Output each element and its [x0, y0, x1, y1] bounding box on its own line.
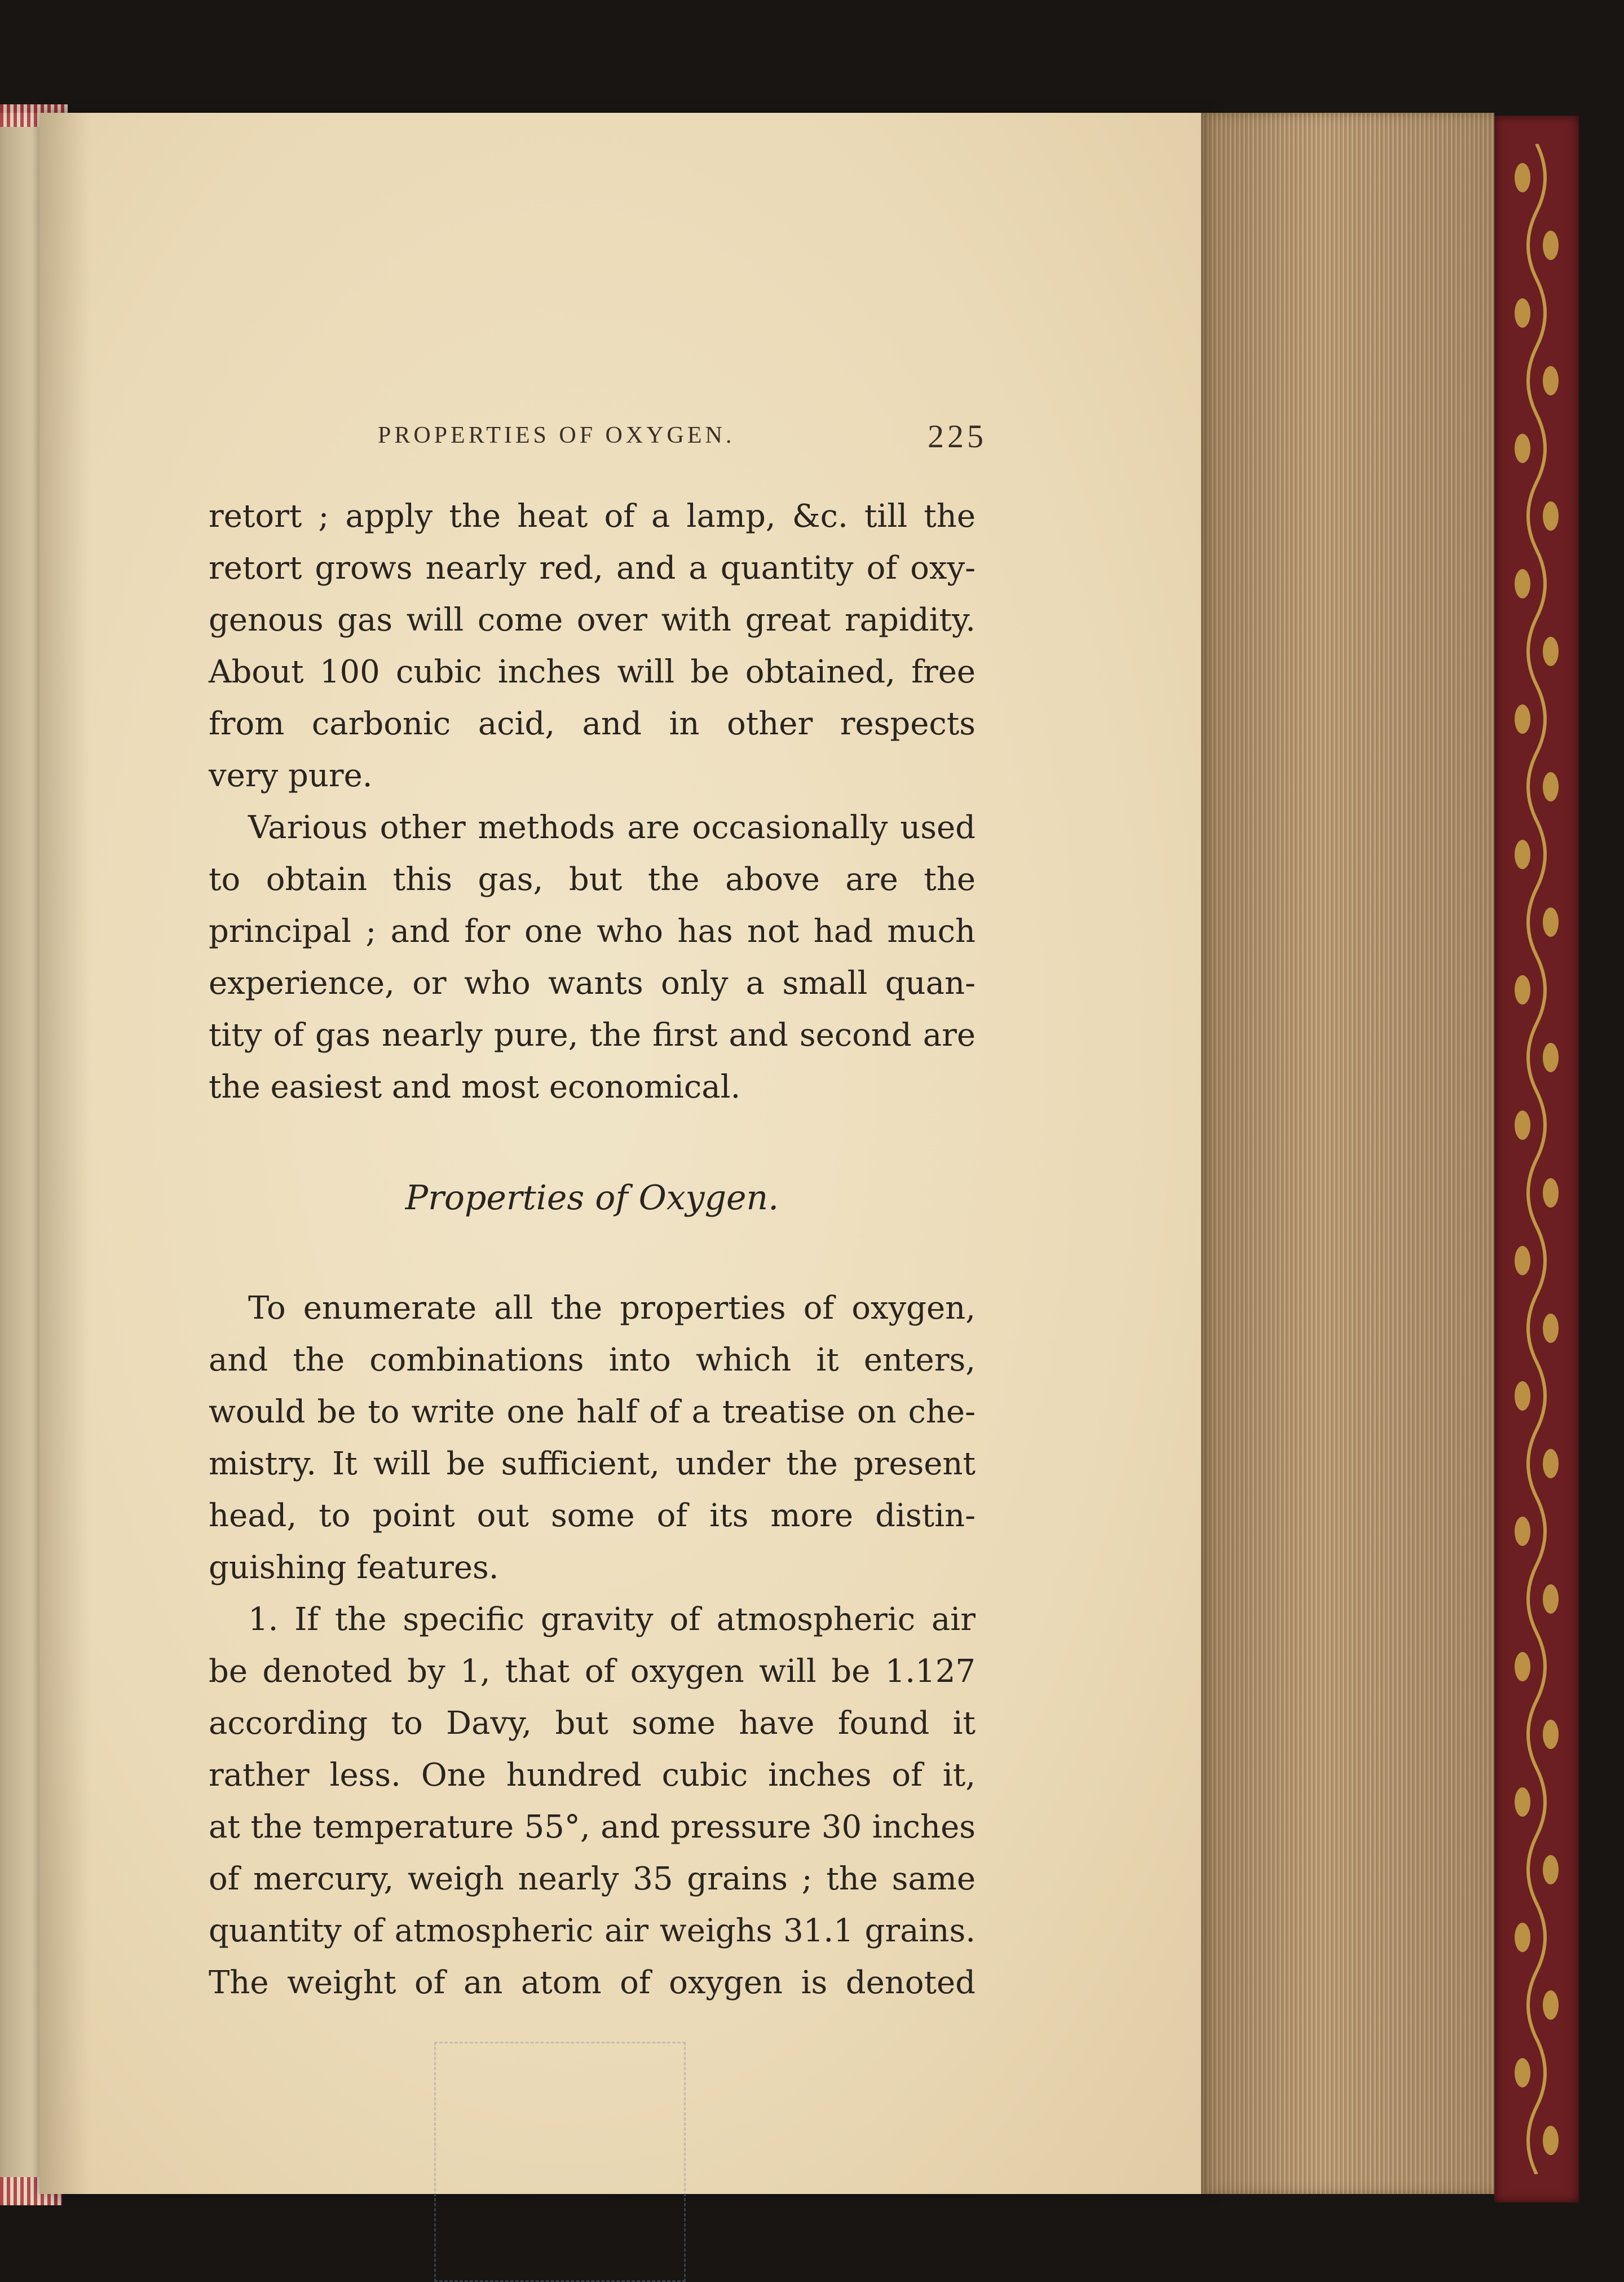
- gilt-leaf: [1515, 1381, 1530, 1411]
- text-line: according to Davy, but some have found it: [209, 1705, 976, 1742]
- text-line: guishing features.: [209, 1549, 499, 1586]
- gilt-cover-edge: [1494, 116, 1579, 2202]
- text-line: retort grows nearly red, and a quantity of oxy-: [209, 550, 976, 587]
- text-line: 1. If the specific gravity of atmospheric air: [248, 1601, 976, 1638]
- text-line: at the temperature 55°, and pressure 30 inches: [209, 1809, 976, 1845]
- text-line: the easiest and most economical.: [209, 1069, 741, 1105]
- gilt-floral-tooling: [1506, 144, 1568, 2174]
- text-line: and the combinations into which it enters,: [209, 1342, 976, 1378]
- book-page: [39, 113, 1212, 2194]
- gilt-leaf: [1543, 907, 1559, 937]
- text-line: The weight of an atom of oxygen is denoted: [209, 1964, 976, 2001]
- section-heading: Properties of Oxygen.: [405, 1178, 779, 1218]
- page-gutter-shadow: [39, 113, 90, 2194]
- gilt-leaf: [1515, 298, 1530, 328]
- text-line: tity of gas nearly pure, the first and second are: [209, 1017, 976, 1054]
- text-line: To enumerate all the properties of oxygen,: [248, 1290, 976, 1327]
- gilt-leaf: [1543, 366, 1559, 395]
- library-stamp: [434, 2042, 686, 2282]
- text-line: rather less. One hundred cubic inches of it,: [209, 1757, 976, 1794]
- gilt-leaf: [1543, 1584, 1559, 1614]
- gilt-leaf: [1515, 1787, 1530, 1817]
- text-line: to obtain this gas, but the above are the: [209, 861, 976, 898]
- page-block-edges: [1201, 113, 1494, 2194]
- gilt-leaf: [1515, 434, 1530, 463]
- gilt-leaf: [1543, 231, 1559, 260]
- gilt-leaf: [1543, 1720, 1559, 1749]
- gilt-leaf: [1515, 840, 1530, 869]
- gilt-leaf: [1515, 704, 1530, 734]
- text-line: About 100 cubic inches will be obtained, free: [209, 654, 976, 690]
- gilt-leaf: [1515, 163, 1530, 192]
- text-line: experience, or who wants only a small quan-: [209, 965, 976, 1002]
- gilt-leaf: [1515, 975, 1530, 1005]
- gilt-leaf: [1543, 1314, 1559, 1343]
- gilt-leaf: [1543, 1990, 1559, 2020]
- text-line: Various other methods are occasionally used: [248, 809, 976, 846]
- text-line: principal ; and for one who has not had much: [209, 913, 976, 950]
- gilt-leaf: [1543, 1449, 1559, 1478]
- running-head: [378, 418, 987, 461]
- gilt-leaf: [1515, 569, 1530, 598]
- text-line: retort ; apply the heat of a lamp, &c. till the: [209, 498, 976, 535]
- gilt-leaf: [1543, 1043, 1559, 1072]
- text-line: would be to write one half of a treatise on che-: [209, 1394, 976, 1430]
- page-number: 225: [928, 418, 987, 455]
- gilt-leaf: [1543, 2126, 1559, 2155]
- text-line: mistry. It will be sufficient, under the present: [209, 1446, 976, 1482]
- gilt-leaf: [1543, 1178, 1559, 1208]
- gilt-leaf: [1515, 1246, 1530, 1275]
- text-line: head, to point out some of its more distin-: [209, 1497, 976, 1534]
- text-line: genous gas will come over with great rapidity.: [209, 602, 976, 638]
- text-line: from carbonic acid, and in other respects: [209, 706, 976, 742]
- gilt-leaf: [1515, 1923, 1530, 1952]
- gilt-leaf: [1515, 2058, 1530, 2087]
- gilt-leaf: [1515, 1652, 1530, 1681]
- gilt-leaf: [1515, 1111, 1530, 1140]
- gilt-leaf: [1515, 1517, 1530, 1546]
- gilt-leaf: [1543, 637, 1559, 666]
- text-line: quantity of atmospheric air weighs 31.1 grains.: [209, 1913, 976, 1949]
- gilt-leaf: [1543, 1855, 1559, 1884]
- gilt-leaf: [1543, 772, 1559, 801]
- text-line: very pure.: [209, 757, 373, 794]
- gilt-leaf: [1543, 501, 1559, 531]
- running-title: PROPERTIES OF OXYGEN.: [378, 422, 735, 448]
- text-block: [209, 491, 976, 2009]
- text-line: of mercury, weigh nearly 35 grains ; the same: [209, 1861, 976, 1897]
- text-line: be denoted by 1, that of oxygen will be 1.127: [209, 1653, 976, 1690]
